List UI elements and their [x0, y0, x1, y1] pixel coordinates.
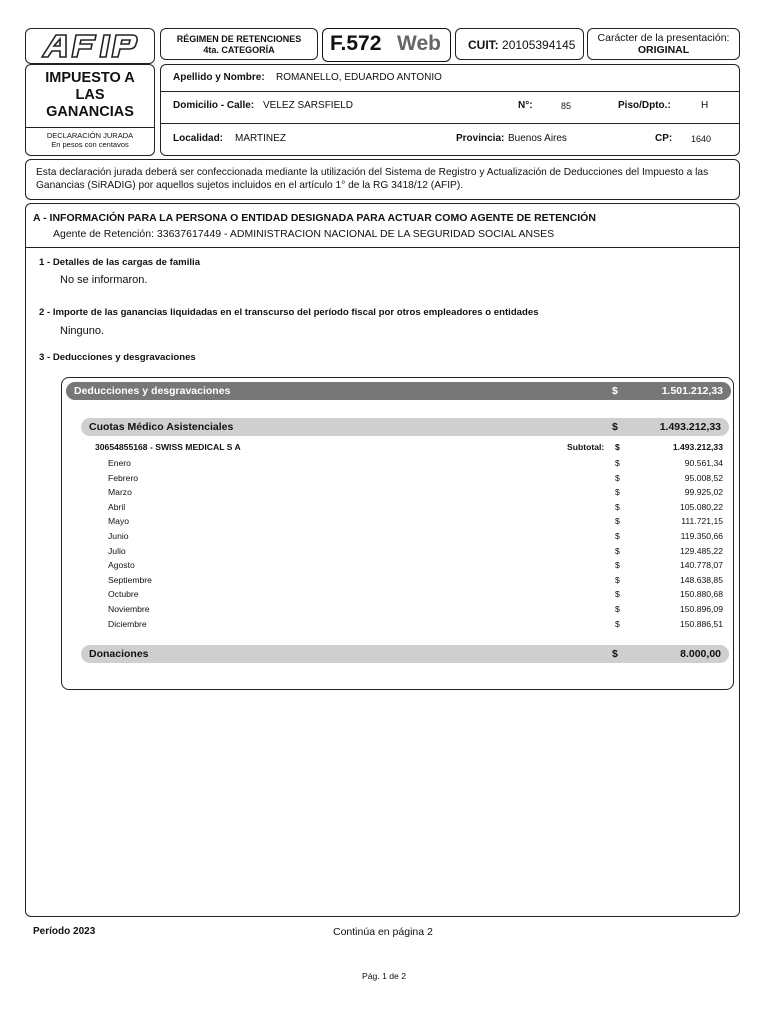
- month-amount: 95.008,52: [684, 472, 723, 483]
- month-name: Junio: [108, 531, 129, 541]
- cuit-box: [455, 28, 584, 60]
- form-id-box: [322, 28, 451, 62]
- currency-symbol: $: [615, 458, 620, 468]
- divider: [26, 127, 154, 128]
- provider-name: 30654855168 - SWISS MEDICAL S A: [95, 442, 241, 452]
- month-name: Diciembre: [108, 618, 147, 629]
- currency-symbol: $: [615, 516, 620, 527]
- cuit-value: 20105394145: [502, 38, 576, 52]
- declaracion-jurada: [26, 132, 154, 149]
- afip-logo: [26, 29, 154, 63]
- month-amount: 150.896,09: [679, 604, 723, 614]
- agente-retencion: Agente de Retención: 33637617449 - ADMINISTRACION NACIONAL DE LA SEGURIDAD SOCIAL ANSES: [53, 228, 555, 240]
- section-1-value: No se informaron.: [60, 274, 148, 286]
- month-amount: 119.350,66: [680, 531, 723, 541]
- month-row: [108, 458, 723, 470]
- month-row: [108, 546, 723, 558]
- currency-symbol: $: [612, 421, 618, 433]
- deducciones-total-amount: 1.501.212,33: [661, 385, 723, 397]
- section-1-title: 1 - Detalles de las cargas de familia: [39, 257, 201, 268]
- month-name: Febrero: [108, 472, 139, 483]
- moneda-label: En pesos con centavos: [51, 139, 129, 149]
- piso-value: H: [701, 100, 709, 111]
- periodo: Período 2023: [33, 926, 96, 937]
- month-row: [108, 589, 723, 601]
- month-row: [108, 575, 723, 587]
- month-name: Abril: [108, 501, 126, 512]
- month-amount: 129.485,22: [679, 545, 723, 556]
- section-3-title: 3 - Deducciones y desgravaciones: [39, 352, 196, 363]
- provincia-value: Buenos Aires: [508, 133, 567, 144]
- currency-symbol: $: [615, 574, 620, 585]
- numero-label: N°:: [518, 100, 533, 111]
- cuit-label: CUIT:: [468, 38, 499, 52]
- month-name: Enero: [108, 458, 131, 468]
- nombre-value: ROMANELLO, EDUARDO ANTONIO: [276, 72, 442, 83]
- currency-symbol: $: [615, 589, 620, 600]
- currency-symbol: $: [612, 385, 618, 397]
- month-amount: 105.080,22: [679, 501, 723, 512]
- currency-symbol: $: [615, 442, 620, 452]
- main-section: [25, 203, 740, 917]
- form-number: F.572: [330, 32, 382, 55]
- month-amount: 150.886,51: [679, 618, 723, 629]
- month-row: [108, 560, 723, 572]
- month-amount: 150.880,68: [679, 589, 723, 600]
- month-amount: 111.721,15: [681, 516, 723, 527]
- caracter-label: Carácter de la presentación:: [597, 32, 730, 44]
- divider: [26, 247, 739, 248]
- declaracion-label: DECLARACIÓN JURADA: [46, 131, 134, 140]
- cp-value: 1640: [691, 134, 712, 144]
- month-name: Noviembre: [108, 604, 150, 614]
- month-amount: 99.925,02: [684, 487, 723, 498]
- currency-symbol: $: [615, 531, 620, 541]
- section-a-title: A - INFORMACIÓN PARA LA PERSONA O ENTIDAD DESIGNADA PARA ACTUAR COMO AGENTE DE RETENCIÓN: [33, 212, 596, 224]
- provider-row: [95, 442, 723, 454]
- info-notice: [25, 159, 740, 200]
- month-name: Octubre: [108, 589, 139, 600]
- caracter-box: [587, 28, 740, 60]
- impuesto-title: IMPUESTO A LAS GANANCIAS: [45, 70, 135, 120]
- regimen-box: [160, 28, 318, 60]
- regimen-category: 4ta. CATEGORÍA: [203, 45, 275, 55]
- currency-symbol: $: [615, 618, 620, 629]
- month-row: [108, 473, 723, 485]
- month-name: Agosto: [108, 560, 135, 571]
- cp-label: CP:: [655, 133, 673, 144]
- localidad-label: Localidad:: [173, 133, 224, 144]
- contribuyente-box: [160, 64, 740, 156]
- month-row: [108, 502, 723, 514]
- month-name: Septiembre: [108, 574, 152, 585]
- month-name: Marzo: [108, 487, 132, 498]
- subtotal-amount: 1.493.212,33: [672, 442, 723, 452]
- numero-value: 85: [561, 101, 572, 111]
- month-row: [108, 487, 723, 499]
- form-suffix: Web: [397, 32, 441, 55]
- nombre-label: Apellido y Nombre:: [173, 72, 265, 83]
- section-2-value: Ninguno.: [60, 325, 105, 337]
- afip-logo-box: [25, 28, 155, 64]
- deducciones-total-label: Deducciones y desgravaciones: [74, 385, 231, 397]
- domicilio-label: Domicilio - Calle:: [173, 100, 255, 111]
- currency-symbol: $: [615, 560, 620, 571]
- domicilio-row: [161, 91, 739, 123]
- currency-symbol: $: [615, 604, 620, 614]
- cuotas-label: Cuotas Médico Asistenciales: [89, 421, 234, 433]
- localidad-value: MARTINEZ: [235, 133, 286, 144]
- month-amount: 148.638,85: [679, 574, 723, 585]
- deducciones-box: [61, 377, 734, 690]
- currency-symbol: $: [612, 648, 618, 660]
- info-text: Esta declaración jurada deberá ser confeccionada mediante la utilización del Sistema de Registro y Actualización de Deducciones del Impuesto a las Ganancias (SiRADIG) por aquellos sujetos incluidos en el artículo 1° de la RG 3418/12 (AFIP).: [36, 167, 709, 191]
- month-name: Julio: [108, 545, 126, 556]
- month-row: [108, 531, 723, 543]
- month-name: Mayo: [108, 516, 130, 527]
- donaciones-band: [81, 645, 729, 663]
- provincia-label: Provincia:: [456, 133, 505, 144]
- month-amount: 140.778,07: [679, 560, 723, 571]
- donaciones-amount: 8.000,00: [680, 648, 721, 660]
- cuotas-band: [81, 418, 729, 436]
- donaciones-label: Donaciones: [89, 648, 149, 660]
- month-row: [108, 604, 723, 616]
- piso-label: Piso/Dpto.:: [618, 100, 671, 111]
- currency-symbol: $: [615, 487, 620, 498]
- caracter-value: ORIGINAL: [637, 44, 690, 56]
- subtotal-label: Subtotal:: [567, 442, 605, 452]
- page-number: Pág. 1 de 2: [362, 971, 406, 981]
- regimen-title: RÉGIMEN DE RETENCIONES: [176, 34, 302, 44]
- currency-symbol: $: [615, 501, 620, 512]
- localidad-row: [161, 123, 739, 156]
- deducciones-total-band: [66, 382, 731, 400]
- month-row: [108, 619, 723, 631]
- continua-label: Continúa en página 2: [333, 926, 433, 938]
- section-2-title: 2 - Importe de las ganancias liquidadas en el transcurso del período fiscal por otros empleadores o entidades: [39, 307, 539, 318]
- month-amount: 90.561,34: [684, 458, 723, 468]
- month-row: [108, 516, 723, 528]
- domicilio-value: VELEZ SARSFIELD: [263, 100, 354, 111]
- currency-symbol: $: [615, 545, 620, 556]
- impuesto-box: [25, 64, 155, 156]
- currency-symbol: $: [615, 472, 620, 483]
- cuotas-amount: 1.493.212,33: [659, 421, 721, 433]
